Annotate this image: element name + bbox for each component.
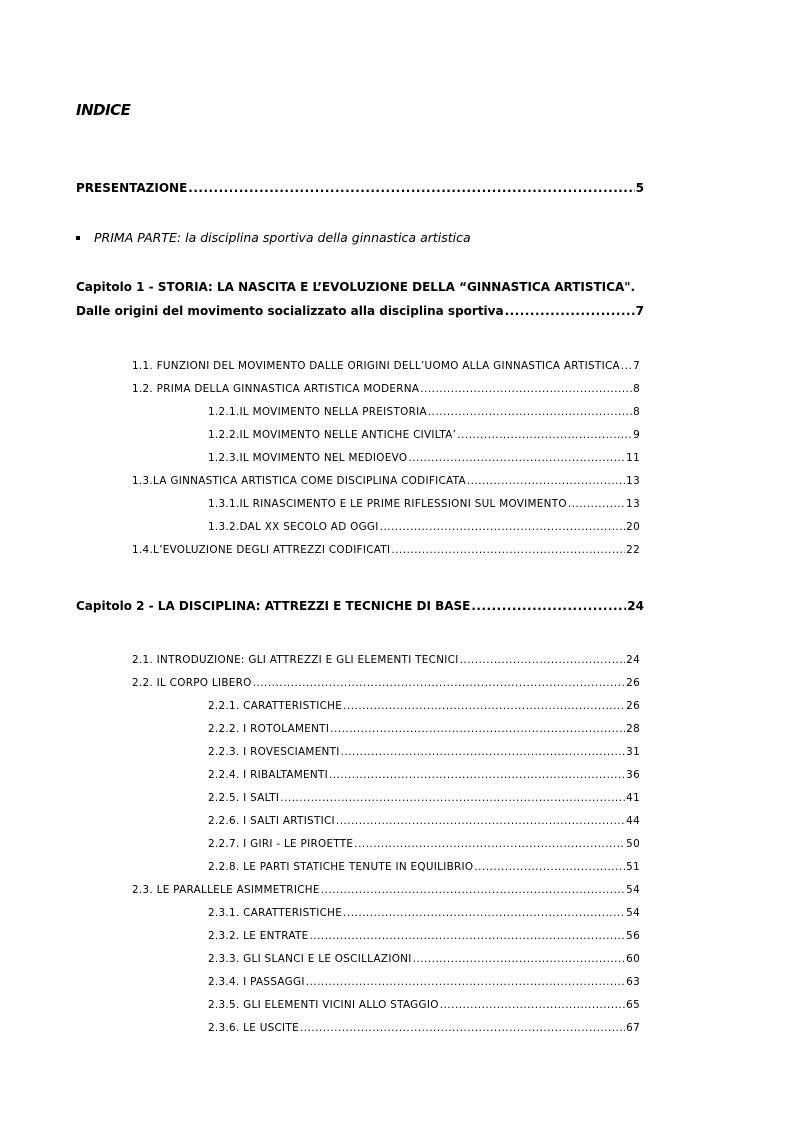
leader-dots xyxy=(408,453,625,463)
toc-entry-page: 65 xyxy=(626,999,640,1011)
toc-entry-page: 13 xyxy=(626,475,640,487)
toc-entry-page: 54 xyxy=(626,884,640,896)
toc-entry[interactable] xyxy=(132,476,640,486)
toc-entry-page: 13 xyxy=(626,498,640,510)
part-prefix: PRIMA PARTE: xyxy=(94,230,182,245)
toc-entry-page: 41 xyxy=(626,792,640,804)
toc-entry-page: 5 xyxy=(635,181,644,195)
part-text: la disciplina sportiva della ginnastica artistica xyxy=(185,230,471,245)
leader-dots xyxy=(568,499,625,509)
toc-entry-page: 36 xyxy=(626,769,640,781)
toc-entry-label: 2.2.6. I SALTI ARTISTICI xyxy=(208,815,335,827)
toc-entry[interactable] xyxy=(208,816,640,826)
toc-entry-label: 2.3. LE PARALLELE ASIMMETRICHE xyxy=(132,884,320,896)
leader-dots xyxy=(330,724,625,734)
toc-entry-label: Dalle origini del movimento socializzato alla disciplina sportiva xyxy=(76,304,504,318)
toc-entry[interactable] xyxy=(208,862,640,872)
toc-entry-label: 2.3.4. I PASSAGGI xyxy=(208,976,305,988)
toc-entry[interactable] xyxy=(208,747,640,757)
toc-entry-label: 1.3.LA GINNASTICA ARTISTICA COME DISCIPLINA CODIFICATA xyxy=(132,475,466,487)
page-title: INDICE xyxy=(76,101,131,119)
toc-entry-page: 26 xyxy=(626,700,640,712)
toc-entry[interactable] xyxy=(208,908,640,918)
toc-entry[interactable] xyxy=(208,770,640,780)
toc-entry-presentazione[interactable] xyxy=(76,182,644,194)
toc-entry[interactable] xyxy=(132,361,640,371)
leader-dots xyxy=(471,600,626,612)
toc-entry-label: 1.1. FUNZIONI DEL MOVIMENTO DALLE ORIGINI DELL’UOMO ALLA GINNASTICA ARTISTICA xyxy=(132,360,620,372)
toc-entry[interactable] xyxy=(208,724,640,734)
toc-entry-label: 1.4.L’EVOLUZIONE DEGLI ATTREZZI CODIFICATI xyxy=(132,544,391,556)
leader-dots xyxy=(300,1023,625,1033)
toc-entry-label: 2.2.1. CARATTERISTICHE xyxy=(208,700,343,712)
toc-entry-label: 2.3.2. LE ENTRATE xyxy=(208,930,309,942)
toc-entry-label: 1.2. PRIMA DELLA GINNASTICA ARTISTICA MODERNA xyxy=(132,383,420,395)
toc-entry-label: 2.2. IL CORPO LIBERO xyxy=(132,677,252,689)
toc-entry-page: 22 xyxy=(626,544,640,556)
toc-entry-page: 7 xyxy=(633,360,640,372)
toc-entry-chapter-2[interactable] xyxy=(76,600,644,612)
toc-entry-page: 9 xyxy=(633,429,640,441)
toc-entry-page: 56 xyxy=(626,930,640,942)
toc-entry-label: 2.2.7. I GIRI - LE PIROETTE xyxy=(208,838,354,850)
leader-dots xyxy=(440,1000,625,1010)
toc-entry-page: 28 xyxy=(626,723,640,735)
toc-entry[interactable] xyxy=(208,793,640,803)
toc-entry-page: 50 xyxy=(626,838,640,850)
leader-dots xyxy=(460,655,626,665)
leader-dots xyxy=(505,305,635,317)
toc-entry-page: 60 xyxy=(626,953,640,965)
toc-entry-label: PRESENTAZIONE xyxy=(76,181,188,195)
toc-entry-label: 2.2.5. I SALTI xyxy=(208,792,280,804)
toc-entry-label: 2.3.3. GLI SLANCI E LE OSCILLAZIONI xyxy=(208,953,412,965)
toc-entry-label: 1.2.2.IL MOVIMENTO NELLE ANTICHE CIVILTA’ xyxy=(208,429,457,441)
leader-dots xyxy=(420,384,632,394)
toc-entry-label: 2.2.4. I RIBALTAMENTI xyxy=(208,769,328,781)
toc-entry[interactable] xyxy=(132,655,640,665)
toc-entry-page: 20 xyxy=(626,521,640,533)
toc-entry[interactable] xyxy=(208,701,640,711)
toc-entry[interactable] xyxy=(132,545,640,555)
toc-entry-label: 2.2.2. I ROTOLAMENTI xyxy=(208,723,330,735)
leader-dots xyxy=(457,430,632,440)
toc-entry-page: 11 xyxy=(626,452,640,464)
toc-entry-page: 7 xyxy=(635,304,644,318)
toc-entry[interactable] xyxy=(208,931,640,941)
toc-entry-label: 2.3.1. CARATTERISTICHE xyxy=(208,907,343,919)
toc-entry[interactable] xyxy=(208,407,640,417)
leader-dots xyxy=(467,476,625,486)
leader-dots xyxy=(329,770,625,780)
toc-entry-label: 1.3.1.IL RINASCIMENTO E LE PRIME RIFLESSIONI SUL MOVIMENTO xyxy=(208,498,567,510)
toc-entry[interactable] xyxy=(132,678,640,688)
toc-entry-page: 24 xyxy=(627,599,644,613)
toc-entry[interactable] xyxy=(208,1000,640,1010)
toc-entry-label: 2.2.8. LE PARTI STATICHE TENUTE IN EQUILIBRIO xyxy=(208,861,474,873)
toc-entry[interactable] xyxy=(132,384,640,394)
leader-dots xyxy=(341,747,626,757)
toc-entry-page: 44 xyxy=(626,815,640,827)
leader-dots xyxy=(391,545,625,555)
leader-dots xyxy=(321,885,625,895)
leader-dots xyxy=(380,522,626,532)
toc-entry-page: 8 xyxy=(633,406,640,418)
toc-entry-chapter-1[interactable] xyxy=(76,305,644,317)
leader-dots xyxy=(474,862,625,872)
toc-entry-label: 2.3.6. LE USCITE xyxy=(208,1022,299,1034)
toc-entry[interactable] xyxy=(132,885,640,895)
toc-entry-page: 63 xyxy=(626,976,640,988)
part-heading xyxy=(76,230,471,245)
toc-entry-label: 1.3.2.DAL XX SECOLO AD OGGI xyxy=(208,521,379,533)
leader-dots xyxy=(310,931,626,941)
leader-dots xyxy=(428,407,632,417)
toc-entry[interactable] xyxy=(208,954,640,964)
leader-dots xyxy=(336,816,625,826)
chapter-1-title: Capitolo 1 - STORIA: LA NASCITA E L’EVOLUZIONE DELLA “GINNASTICA ARTISTICA". xyxy=(76,280,636,294)
toc-entry-page: 67 xyxy=(626,1022,640,1034)
leader-dots xyxy=(188,182,634,194)
leader-dots xyxy=(306,977,625,987)
toc-entry-page: 24 xyxy=(626,654,640,666)
toc-entry-page: 26 xyxy=(626,677,640,689)
toc-entry-page: 8 xyxy=(633,383,640,395)
toc-entry[interactable] xyxy=(208,1023,640,1033)
leader-dots xyxy=(621,361,632,371)
toc-entry-label: 2.3.5. GLI ELEMENTI VICINI ALLO STAGGIO xyxy=(208,999,439,1011)
toc-entry[interactable] xyxy=(208,430,640,440)
leader-dots xyxy=(280,793,625,803)
leader-dots xyxy=(413,954,626,964)
toc-entry-label: Capitolo 2 - LA DISCIPLINA: ATTREZZI E TECNICHE DI BASE xyxy=(76,599,471,613)
toc-entry-label: 1.2.1.IL MOVIMENTO NELLA PREISTORIA xyxy=(208,406,427,418)
leader-dots xyxy=(253,678,626,688)
toc-entry-label: 2.2.3. I ROVESCIAMENTI xyxy=(208,746,340,758)
toc-entry-page: 54 xyxy=(626,907,640,919)
toc-entry-label: 2.1. INTRODUZIONE: GLI ATTREZZI E GLI ELEMENTI TECNICI xyxy=(132,654,459,666)
toc-entry[interactable] xyxy=(208,522,640,532)
toc-entry[interactable] xyxy=(208,499,640,509)
toc-entry[interactable] xyxy=(208,839,640,849)
toc-entry[interactable] xyxy=(208,453,640,463)
toc-entry[interactable] xyxy=(208,977,640,987)
toc-entry-label: 1.2.3.IL MOVIMENTO NEL MEDIOEVO xyxy=(208,452,408,464)
leader-dots xyxy=(343,701,625,711)
leader-dots xyxy=(354,839,625,849)
toc-entry-page: 31 xyxy=(626,746,640,758)
toc-entry-page: 51 xyxy=(626,861,640,873)
leader-dots xyxy=(343,908,625,918)
bullet-icon xyxy=(76,236,80,240)
